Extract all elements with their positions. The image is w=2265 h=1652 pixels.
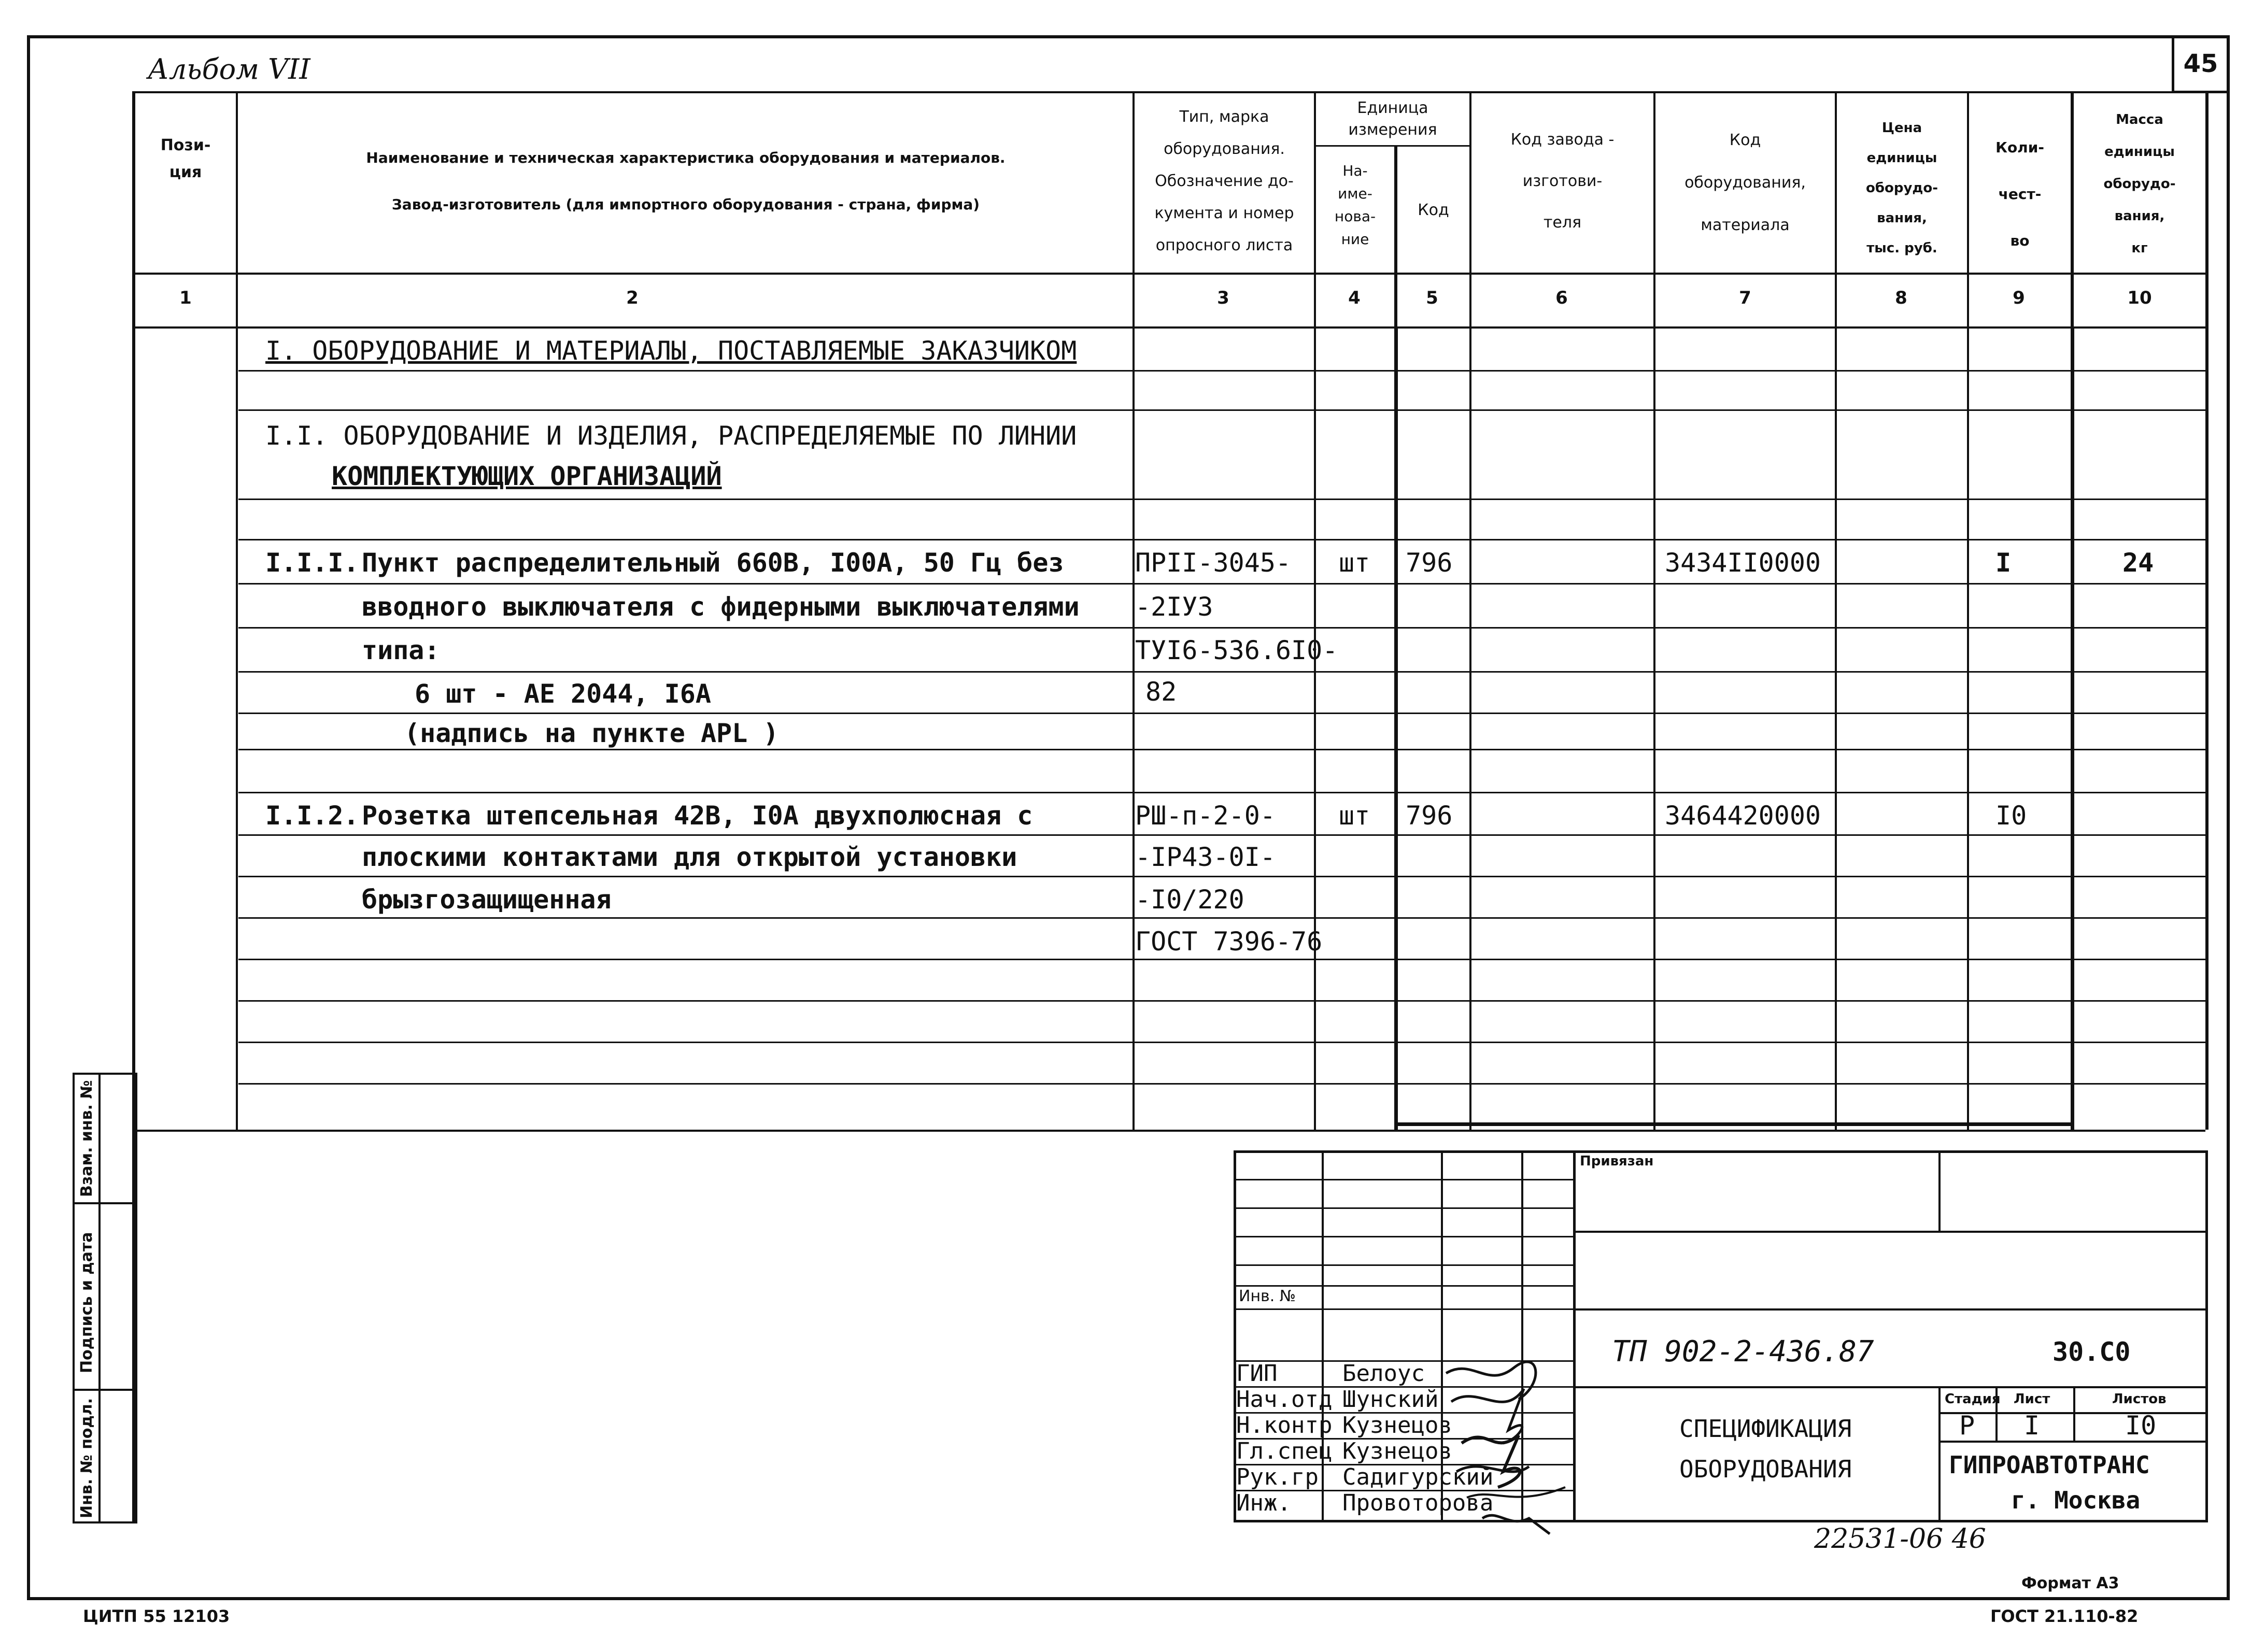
item-type-line: ПРII-3045-	[1135, 548, 1292, 578]
signatures-graphic	[1441, 1352, 1596, 1539]
item-position: I.I.2.	[265, 801, 359, 831]
side-stamp-label: Подпись и дата	[78, 1232, 96, 1373]
item-type-line: ГОСТ 7396-76	[1135, 927, 1323, 957]
header-unit-name: На- име- нова- ние	[1334, 162, 1376, 248]
staff-role: Нач.отд	[1236, 1386, 1333, 1413]
table-top-line	[132, 91, 2205, 93]
stage-label: Стадия	[1945, 1391, 2001, 1407]
item-unit-code: 796	[1406, 548, 1453, 578]
item-equipment-code: 3434II0000	[1665, 548, 1821, 578]
item-name-line: Пункт распределительный 660В, I00А, 50 Гц без	[362, 548, 1064, 578]
item-quantity: I	[1995, 548, 2012, 578]
item-name-line: брызгозащищенная	[362, 885, 612, 915]
item-equipment-code: 3464420000	[1665, 801, 1821, 831]
sheet-code: 30.С0	[2052, 1337, 2131, 1367]
item-type-line: РШ-п-2-0-	[1135, 801, 1276, 831]
lists-label: Листов	[2112, 1391, 2167, 1407]
doc-title-line: ОБОРУДОВАНИЯ	[1679, 1455, 1852, 1483]
format-label: Формат А3	[2021, 1574, 2119, 1592]
item-type-line: -I0/220	[1135, 885, 1244, 915]
header-unit-group: Единица измерения	[1348, 99, 1437, 139]
item-name-line: типа:	[362, 635, 440, 665]
colnum-bottom-line	[132, 326, 2205, 329]
item-type-line: 82	[1145, 677, 1177, 707]
list-label: Лист	[2014, 1391, 2050, 1407]
item-type-line: -2IУ3	[1135, 592, 1213, 622]
lists-value: I0	[2125, 1411, 2157, 1441]
spec-sheet-page: 45 Альбом VII Пози- ция Наименование и техническая характеристика оборудования и материалов. Завод-изготовитель (для импортного оборудования - страна, фирма) Тип, марка оборудования. Обозначение до- кумента и номер опросного листа Единица измерения На- име- нова- ние Код Код завода - изготови- теля Код оборудования, материала Цена единицы оборудо- вания, тыс. руб. Коли- чест- во Масса единицы оборудо- вания, кг 1 2 3 4 5 6 7 8 9 10 I. ОБОРУДОВАНИЕ И МАТЕРИАЛЫ, ПОСТАВЛЯЕМЫЕ ЗАКАЗЧИКОМ I.I. ОБОРУДОВАНИЕ И ИЗДЕЛИЯ, РАСПРЕДЕЛЯЕМЫЕ ПО ЛИНИИ КОМПЛЕКТУЮЩИХ ОРГАНИЗАЦИЙ I.I.I. Пункт распределительный 660В, I00А, 50 Гц без вводного выключателя с фидерными выключателями типа: 6 шт - АЕ 2044, I6А (надпись на пункте APL ) ПРII-3045- -2IУ3 ТУI6-536.6I0- 82 шт 796 3434II0000 I 24 I.I.2. Розетка штепсельная 42В, I0А двухполюсная с плоскими контактами для открытой установки брызгозащищенная РШ-п-2-0- -IP43-0I- -I0/220 ГОСТ 7396-76 шт 796 3464420000 I0 Взам. инв. № Подпись и дата Инв. № подл. Привязан Инв. № ТП 902-2-436.87 30.С0 СПЕЦИФИКАЦИЯ ОБОРУДОВАНИЯ Стадия Лист Листов Р I I0 ГИПРОАВТОТРАНС г. Москва ГИП Белоус Нач.отд Шунский Н.контр Кузнецов Гл.спец Кузнецов Рук.гр Садигурский Инж. Провоторова 22531-06 46 Формат А3 ЦИТП 55 12103 ГОСТ 21.110-82	[0, 0, 2265, 1652]
header-unit-code: Код	[1418, 201, 1449, 219]
header-mass: Масса единицы оборудо- вания, кг	[2103, 112, 2176, 256]
side-stamp-label: Взам. инв. №	[78, 1080, 96, 1197]
org-city: г. Москва	[2011, 1486, 2141, 1514]
section-1-1-title-cont: КОМПЛЕКТУЮЩИХ ОРГАНИЗАЦИЙ	[332, 461, 722, 491]
printer-label: ЦИТП 55 12103	[83, 1606, 230, 1626]
staff-role: Рук.гр	[1236, 1464, 1319, 1490]
archive-number: 22531-06 46	[1814, 1523, 1986, 1555]
item-unit: шт	[1339, 548, 1370, 578]
org-name: ГИПРОАВТОТРАНС	[1949, 1451, 2150, 1479]
header-unit-price: Цена единицы оборудо- вания, тыс. руб.	[1865, 120, 1938, 256]
item-unit: шт	[1339, 801, 1370, 831]
item-name-line: Розетка штепсельная 42В, I0А двухполюсная с	[362, 801, 1033, 831]
list-value: I	[2024, 1411, 2040, 1441]
item-quantity: I0	[1995, 801, 2027, 831]
stage-value: Р	[1959, 1411, 1975, 1441]
item-position: I.I.I.	[265, 548, 359, 578]
album-label: Альбом VII	[148, 53, 310, 86]
staff-role: ГИП	[1236, 1360, 1278, 1387]
staff-role: Гл.спец	[1236, 1438, 1333, 1464]
privyazan-label: Привязан	[1580, 1153, 1654, 1169]
section-1-1-title: I.I. ОБОРУДОВАНИЕ И ИЗДЕЛИЯ, РАСПРЕДЕЛЯЕМЫЕ ПО ЛИНИИ	[265, 421, 1077, 451]
staff-role: Инж.	[1236, 1490, 1291, 1516]
page-number: 45	[2183, 49, 2218, 78]
staff-name: Белоус	[1342, 1360, 1425, 1387]
section-1-title: I. ОБОРУДОВАНИЕ И МАТЕРИАЛЫ, ПОСТАВЛЯЕМЫЕ ЗАКАЗЧИКОМ	[265, 336, 1077, 366]
doc-title-line: СПЕЦИФИКАЦИЯ	[1679, 1415, 1852, 1443]
gost-label: ГОСТ 21.110-82	[1990, 1606, 2139, 1626]
item-name-line: вводного выключателя с фидерными выключателями	[362, 592, 1080, 622]
side-stamp-label: Инв. № подл.	[78, 1398, 96, 1518]
header-quantity: Коли- чест- во	[1995, 139, 2044, 249]
header-factory-code: Код завода - изготови- теля	[1510, 131, 1615, 232]
inv-label: Инв. №	[1239, 1287, 1296, 1305]
item-name-line: 6 шт - АЕ 2044, I6А	[415, 679, 711, 709]
staff-name: Шунский	[1342, 1386, 1439, 1413]
item-unit-code: 796	[1406, 801, 1453, 831]
item-mass: 24	[2122, 548, 2154, 578]
item-name-line: плоскими контактами для открытой установки	[362, 842, 1017, 872]
staff-role: Н.контр	[1236, 1412, 1333, 1439]
staff-name: Кузнецов	[1342, 1438, 1452, 1464]
item-type-line: -IP43-0I-	[1135, 842, 1276, 872]
header-equipment-code: Код оборудования, материала	[1684, 131, 1806, 234]
header-type: Тип, марка оборудования. Обозначение до- кумента и номер опросного листа	[1154, 108, 1294, 254]
staff-name: Садигурский	[1342, 1464, 1494, 1490]
item-type-line: ТУI6-536.6I0-	[1135, 635, 1338, 665]
doc-code: ТП 902-2-436.87	[1612, 1335, 1874, 1369]
header-bottom-line	[132, 273, 2205, 275]
staff-name: Провоторова	[1342, 1490, 1494, 1516]
table-bottom-line	[132, 1130, 2205, 1132]
staff-name: Кузнецов	[1342, 1412, 1452, 1439]
header-name: Наименование и техническая характеристика оборудования и материалов. Завод-изготовитель (для импортного оборудования - страна, фирма)	[366, 149, 1006, 213]
header-position: Пози- ция	[160, 136, 211, 181]
item-name-line: (надпись на пункте APL )	[404, 718, 779, 748]
